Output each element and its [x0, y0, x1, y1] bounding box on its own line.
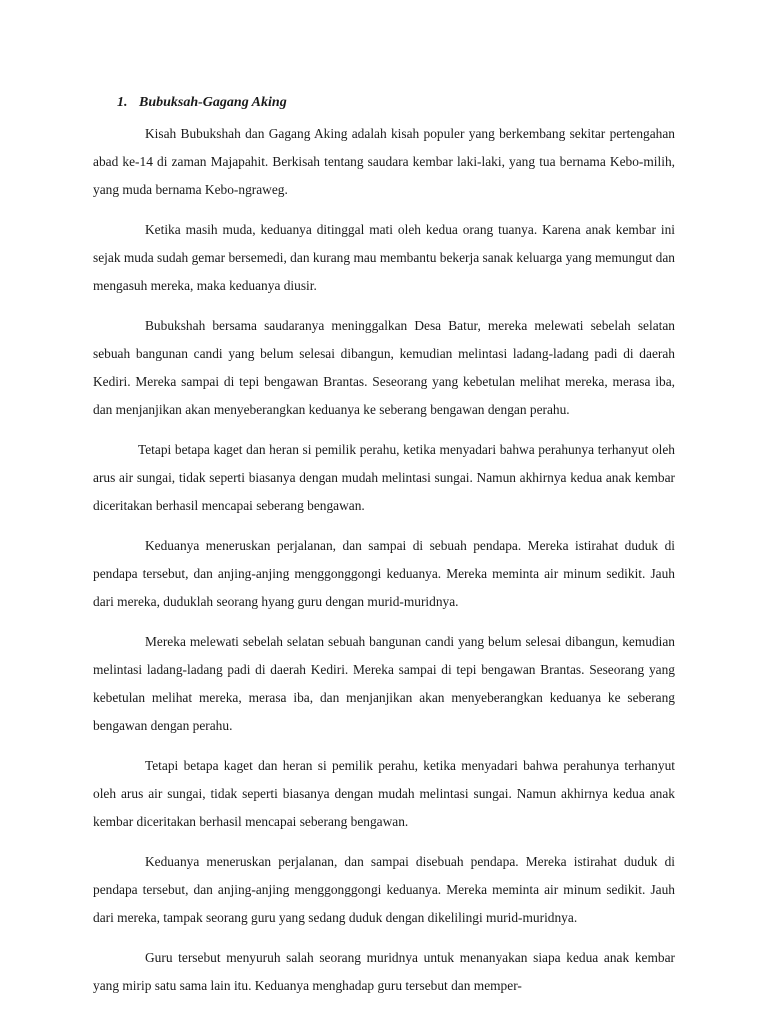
paragraph-1: Kisah Bubukshah dan Gagang Aking adalah kisah populer yang berkembang sekitar pertengahan abad ke-14 di zaman Majapahit. Berkisah tentang saudara kembar laki-laki, yang tua bernama Kebo-milih, yang muda bernama Kebo-ngraweg. — [93, 126, 675, 197]
paragraph-4: Tetapi betapa kaget dan heran si pemilik perahu, ketika menyadari bahwa perahunya terhanyut oleh arus air sungai, tidak seperti biasanya dengan mudah melintasi sungai. Namun akhirnya kedua anak kembar diceritakan berhasil mencapai seberang bengawan. — [93, 442, 675, 513]
section-number: 1. — [117, 95, 128, 110]
paragraph-5: Keduanya meneruskan perjalanan, dan sampai di sebuah pendapa. Mereka istirahat duduk di pendapa tersebut, dan anjing-anjing menggonggongi keduanya. Mereka meminta air minum sedikit. Jauh dari mereka, duduklah seorang hyang guru dengan murid-muridnya. — [93, 538, 675, 609]
paragraph-8: Keduanya meneruskan perjalanan, dan sampai disebuah pendapa. Mereka istirahat duduk di pendapa tersebut, dan anjing-anjing menggonggongi keduanya. Mereka meminta air minum sedikit. Jauh dari mereka, tampak seorang guru yang sedang duduk dengan dikelilingi murid-muridnya. — [93, 854, 675, 925]
paragraph-3: Bubukshah bersama saudaranya meninggalkan Desa Batur, mereka melewati sebelah selatan sebuah bangunan candi yang belum selesai dibangun, kemudian melintasi ladang-ladang padi di daerah Kediri. Mereka sampai di tepi bengawan Brantas. Seseorang yang kebetulan melihat mereka, merasa iba, dan menjanjikan akan menyeberangkan keduanya ke seberang bengawan dengan perahu. — [93, 318, 675, 417]
document-page — [93, 92, 675, 1000]
paragraph-7: Tetapi betapa kaget dan heran si pemilik perahu, ketika menyadari bahwa perahunya terhanyut oleh arus air sungai, tidak seperti biasanya dengan mudah melintasi sungai. Namun akhirnya kedua anak kembar diceritakan berhasil mencapai seberang bengawan. — [93, 758, 675, 829]
section-heading — [93, 92, 675, 114]
paragraph-2: Ketika masih muda, keduanya ditinggal mati oleh kedua orang tuanya. Karena anak kembar ini sejak muda sudah gemar bersemedi, dan kurang mau membantu bekerja sanak keluarga yang memungut dan mengasuh mereka, maka keduanya diusir. — [93, 222, 675, 293]
section-title: Bubuksah-Gagang Aking — [139, 95, 287, 110]
paragraph-6: Mereka melewati sebelah selatan sebuah bangunan candi yang belum selesai dibangun, kemudian melintasi ladang-ladang padi di daerah Kediri. Mereka sampai di tepi bengawan Brantas. Seseorang yang kebetulan melihat mereka, merasa iba, dan menjanjikan akan menyeberangkan keduanya ke seberang bengawan dengan perahu. — [93, 634, 675, 733]
paragraph-9: Guru tersebut menyuruh salah seorang muridnya untuk menanyakan siapa kedua anak kembar yang mirip satu sama lain itu. Keduanya menghadap guru tersebut dan memper- — [93, 950, 675, 993]
